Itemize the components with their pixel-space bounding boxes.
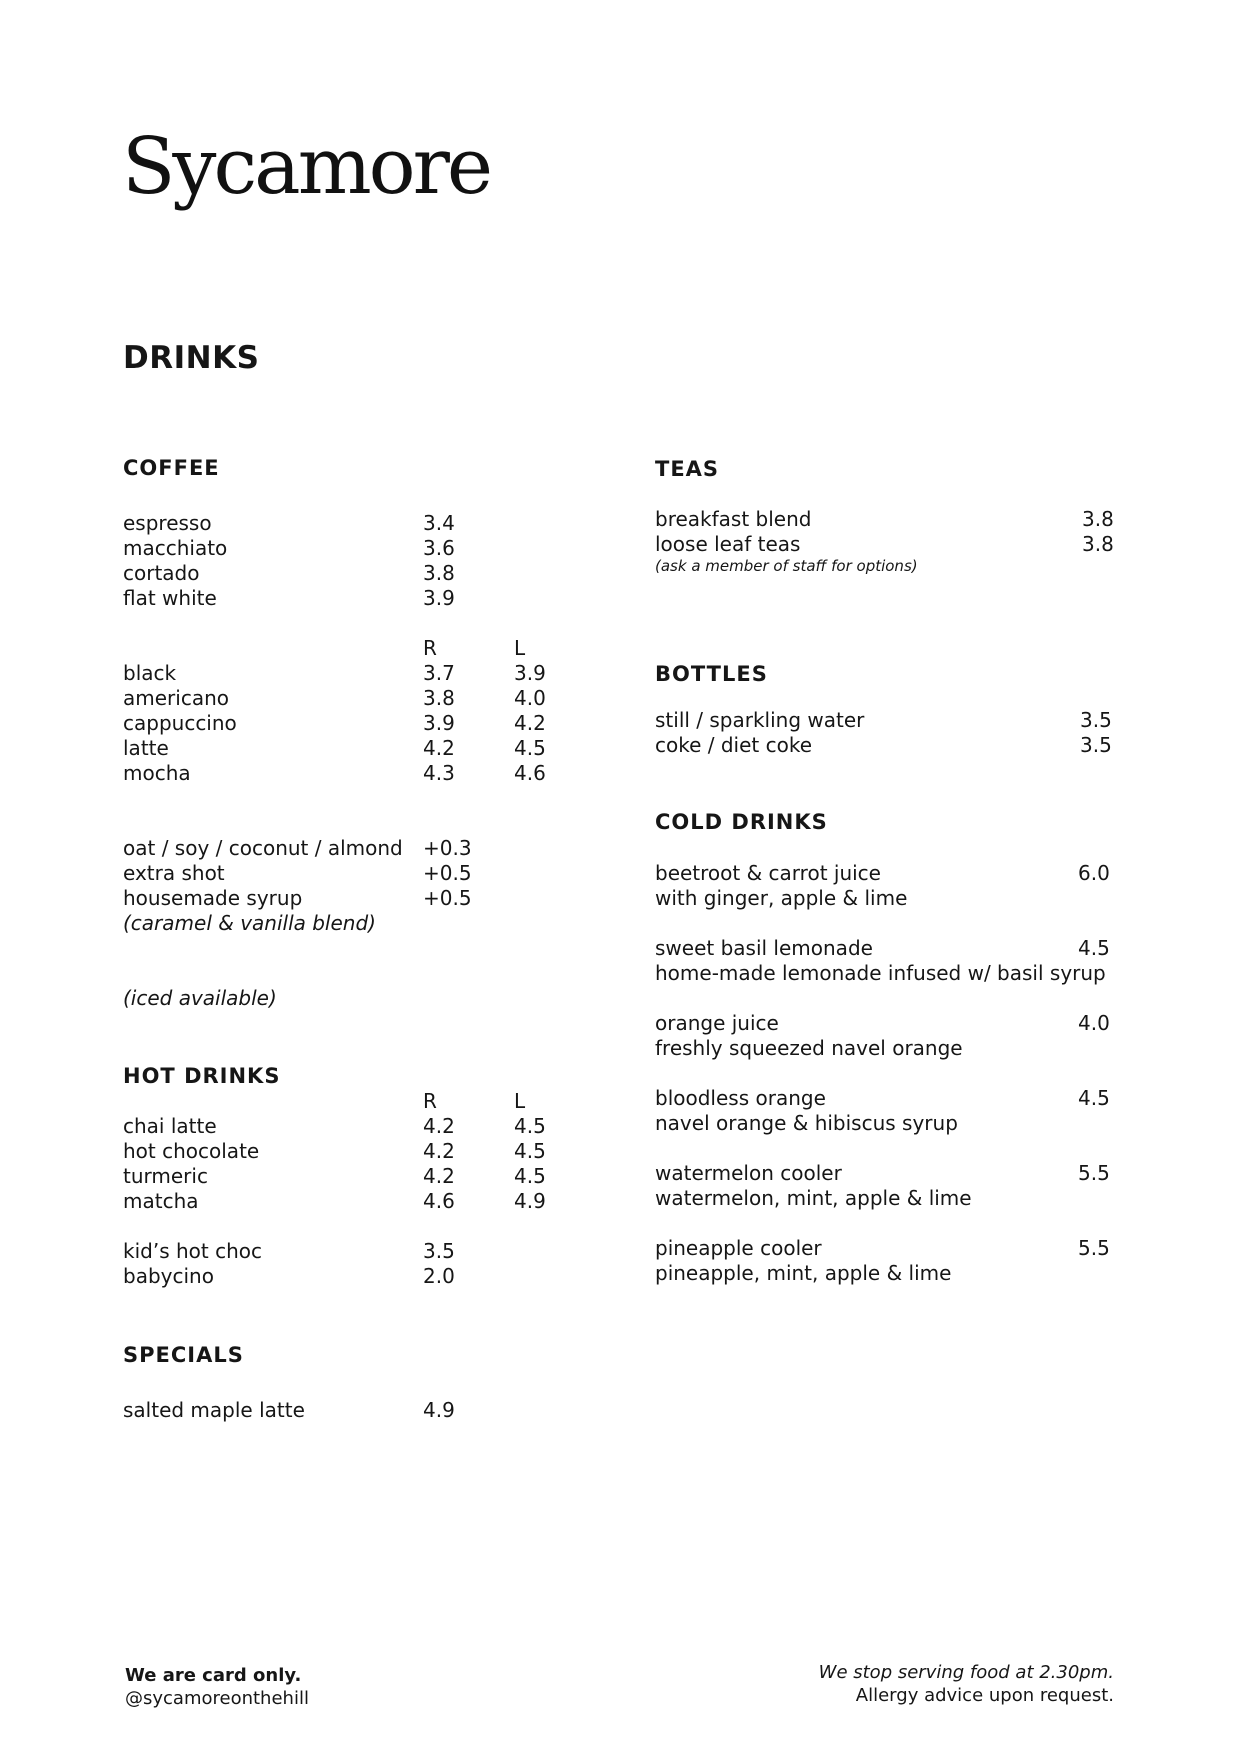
item-name: extra shot xyxy=(123,861,225,885)
item-name: matcha xyxy=(123,1189,199,1213)
item-price: 3.9 xyxy=(423,586,455,610)
menu-item xyxy=(655,507,1115,532)
allergy-note: Allergy advice upon request. xyxy=(855,1685,1114,1706)
item-name: latte xyxy=(123,736,169,760)
item-price: 4.5 xyxy=(1078,1086,1110,1110)
item-price-regular: 3.9 xyxy=(423,711,455,735)
item-price-regular: 3.8 xyxy=(423,686,455,710)
item-description: with ginger, apple & lime xyxy=(655,886,908,910)
item-price-regular: 4.2 xyxy=(423,1139,455,1163)
menu-item xyxy=(123,561,455,586)
menu-item xyxy=(655,861,1115,886)
item-price: +0.5 xyxy=(423,886,472,910)
item-name: cappuccino xyxy=(123,711,237,735)
item-name: watermelon cooler xyxy=(655,1161,842,1185)
item-price: +0.3 xyxy=(423,836,472,860)
cold-drinks-heading: COLD DRINKS xyxy=(655,810,828,834)
item-price: 3.4 xyxy=(423,511,455,535)
menu-item xyxy=(123,661,563,686)
menu-item xyxy=(123,1264,455,1289)
item-price-large: 4.2 xyxy=(514,711,546,735)
item-name: macchiato xyxy=(123,536,228,560)
item-price-large: 4.5 xyxy=(514,1139,546,1163)
item-price-large: 4.9 xyxy=(514,1189,546,1213)
item-name: still / sparkling water xyxy=(655,708,865,732)
item-name: chai latte xyxy=(123,1114,217,1138)
food-service-note: We stop serving food at 2.30pm. xyxy=(818,1662,1114,1683)
menu-item xyxy=(123,1239,455,1264)
item-name: hot chocolate xyxy=(123,1139,260,1163)
item-name: loose leaf teas xyxy=(655,532,801,556)
hot-drinks-heading: HOT DRINKS xyxy=(123,1064,281,1088)
item-price: 3.8 xyxy=(423,561,455,585)
item-price-regular: 4.2 xyxy=(423,1164,455,1188)
menu-item xyxy=(123,1114,563,1139)
menu-item xyxy=(123,1164,563,1189)
size-regular-label: R xyxy=(423,1089,437,1113)
item-price-large: 4.5 xyxy=(514,736,546,760)
bottles-heading: BOTTLES xyxy=(655,662,768,686)
iced-note: (iced available) xyxy=(123,986,277,1010)
item-name: espresso xyxy=(123,511,212,535)
item-name: oat / soy / coconut / almond xyxy=(123,836,403,860)
item-name: coke / diet coke xyxy=(655,733,813,757)
menu-item xyxy=(655,1086,1115,1111)
item-name: sweet basil lemonade xyxy=(655,936,873,960)
item-price: 5.5 xyxy=(1078,1161,1110,1185)
item-description: home-made lemonade infused w/ basil syrup xyxy=(655,961,1106,985)
item-price: 2.0 xyxy=(423,1264,455,1288)
item-price: 5.5 xyxy=(1078,1236,1110,1260)
item-price-large: 4.0 xyxy=(514,686,546,710)
size-header xyxy=(123,636,563,661)
card-only-note: We are card only. xyxy=(125,1665,302,1686)
item-description: pineapple, mint, apple & lime xyxy=(655,1261,952,1285)
syrup-note: (caramel & vanilla blend) xyxy=(123,911,376,935)
menu-item xyxy=(123,761,563,786)
item-price: 4.0 xyxy=(1078,1011,1110,1035)
item-name: kid’s hot choc xyxy=(123,1239,262,1263)
menu-item xyxy=(123,586,455,611)
menu-item xyxy=(123,736,563,761)
item-description: watermelon, mint, apple & lime xyxy=(655,1186,972,1210)
extra-item xyxy=(123,836,483,861)
menu-item xyxy=(123,1139,563,1164)
size-large-label: L xyxy=(514,636,526,660)
item-price: 3.5 xyxy=(1080,733,1112,757)
extra-item xyxy=(123,886,483,911)
item-name: housemade syrup xyxy=(123,886,303,910)
item-price: +0.5 xyxy=(423,861,472,885)
specials-heading: SPECIALS xyxy=(123,1343,244,1367)
teas-heading: TEAS xyxy=(655,457,720,481)
size-header xyxy=(123,1089,563,1114)
item-name: bloodless orange xyxy=(655,1086,826,1110)
size-regular-label: R xyxy=(423,636,437,660)
menu-item xyxy=(655,1161,1115,1186)
item-name: black xyxy=(123,661,177,685)
item-price: 3.5 xyxy=(423,1239,455,1263)
teas-note: (ask a member of staff for options) xyxy=(655,557,918,575)
item-price: 3.5 xyxy=(1080,708,1112,732)
item-name: pineapple cooler xyxy=(655,1236,822,1260)
item-name: mocha xyxy=(123,761,191,785)
item-name: salted maple latte xyxy=(123,1398,305,1422)
item-price-regular: 4.3 xyxy=(423,761,455,785)
coffee-heading: COFFEE xyxy=(123,456,220,480)
menu-item xyxy=(123,536,455,561)
item-price: 3.6 xyxy=(423,536,455,560)
size-large-label: L xyxy=(514,1089,526,1113)
item-name: orange juice xyxy=(655,1011,779,1035)
item-price: 4.9 xyxy=(423,1398,455,1422)
menu-item xyxy=(655,1236,1115,1261)
item-name: babycino xyxy=(123,1264,214,1288)
menu-item xyxy=(123,1189,563,1214)
item-price: 4.5 xyxy=(1078,936,1110,960)
item-price-regular: 4.2 xyxy=(423,736,455,760)
extra-item xyxy=(123,861,483,886)
brand-logo: Sycamore xyxy=(122,122,491,212)
page-title: DRINKS xyxy=(123,340,260,376)
social-handle: @sycamoreonthehill xyxy=(125,1688,309,1709)
item-price-regular: 3.7 xyxy=(423,661,455,685)
item-name: americano xyxy=(123,686,229,710)
menu-item xyxy=(655,733,1115,758)
item-name: turmeric xyxy=(123,1164,208,1188)
item-description: freshly squeezed navel orange xyxy=(655,1036,963,1060)
menu-item xyxy=(123,1398,455,1423)
item-description: navel orange & hibiscus syrup xyxy=(655,1111,958,1135)
menu-item xyxy=(655,532,1115,557)
menu-item xyxy=(123,686,563,711)
menu-item xyxy=(655,708,1115,733)
menu-item xyxy=(123,511,455,536)
item-price-large: 4.6 xyxy=(514,761,546,785)
item-price-large: 4.5 xyxy=(514,1164,546,1188)
item-price-regular: 4.6 xyxy=(423,1189,455,1213)
item-name: cortado xyxy=(123,561,200,585)
menu-item xyxy=(655,1011,1115,1036)
item-price: 3.8 xyxy=(1082,532,1114,556)
item-name: flat white xyxy=(123,586,217,610)
item-price-large: 3.9 xyxy=(514,661,546,685)
menu-item xyxy=(655,936,1115,961)
item-name: breakfast blend xyxy=(655,507,812,531)
menu-item xyxy=(123,711,563,736)
item-price-large: 4.5 xyxy=(514,1114,546,1138)
item-name: beetroot & carrot juice xyxy=(655,861,881,885)
item-price: 3.8 xyxy=(1082,507,1114,531)
item-price-regular: 4.2 xyxy=(423,1114,455,1138)
item-price: 6.0 xyxy=(1078,861,1110,885)
